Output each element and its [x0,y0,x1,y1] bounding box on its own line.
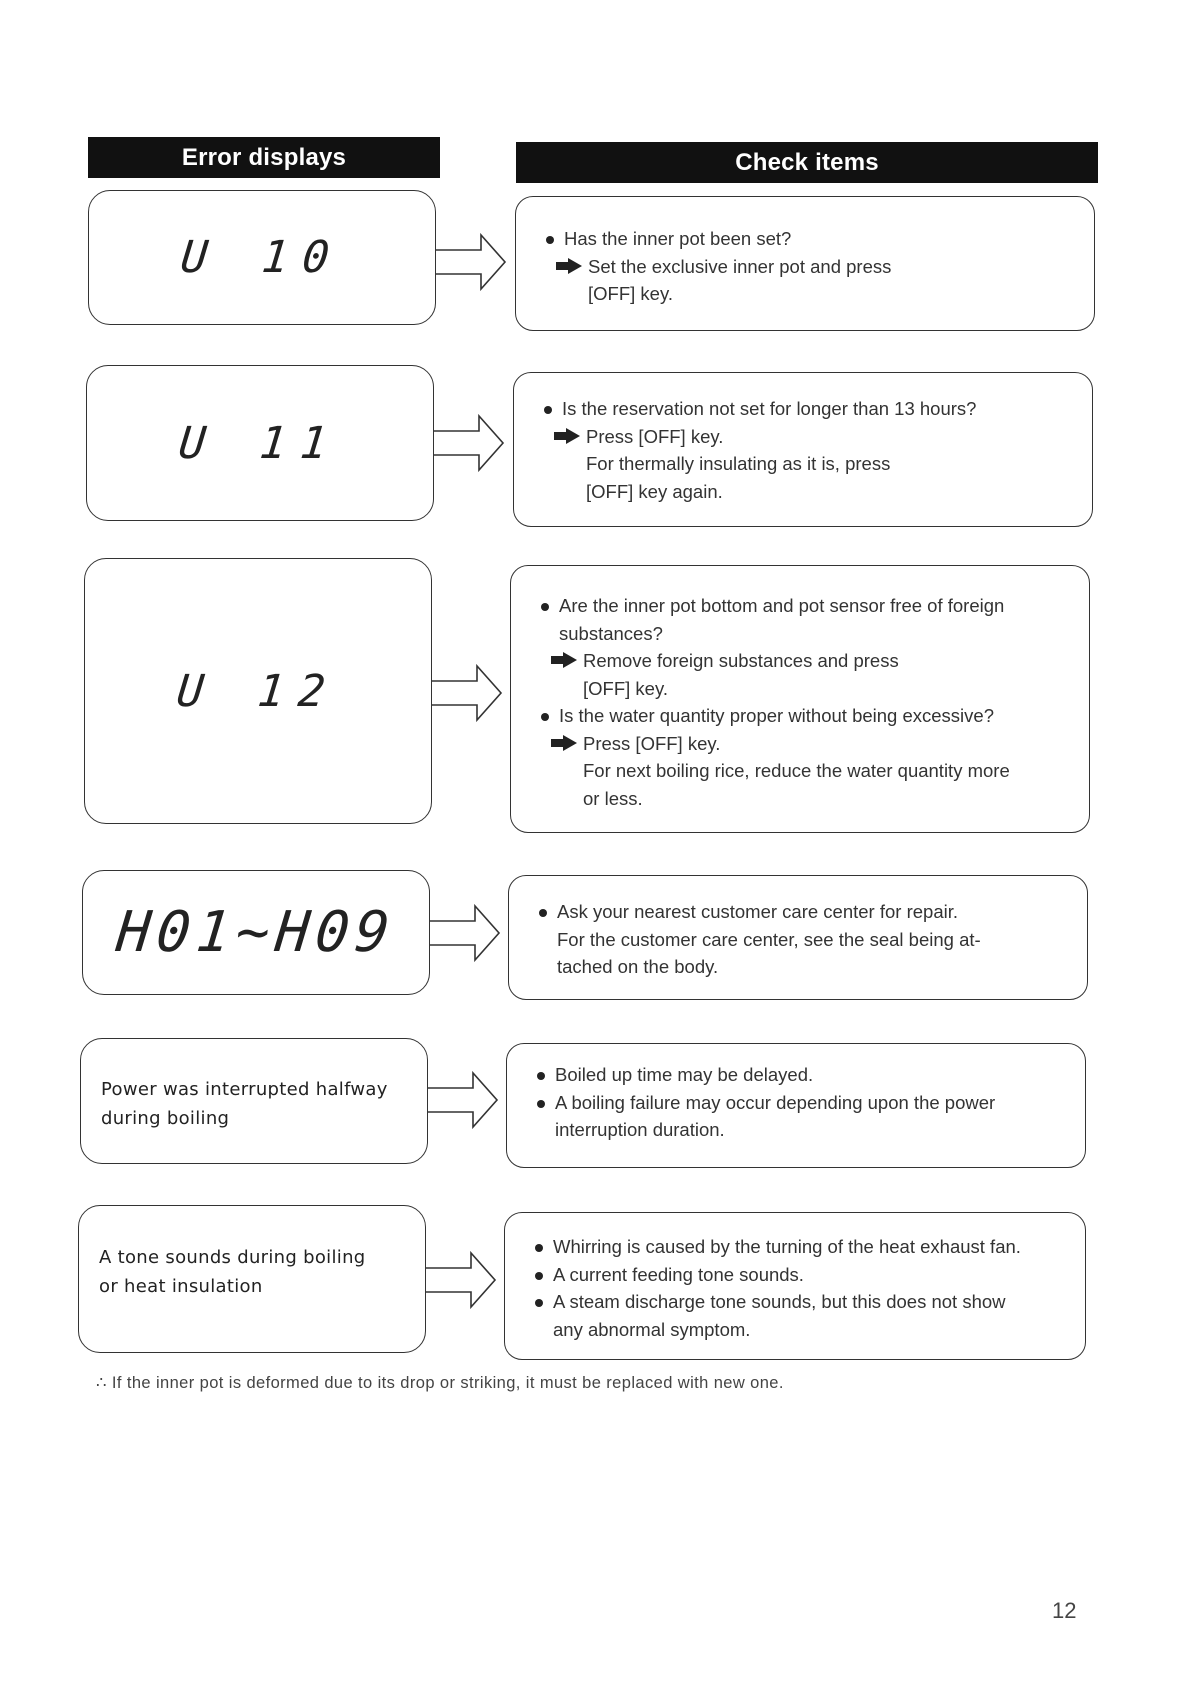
condition-label-line: Power was interrupted halfway [101,1079,388,1100]
arrow-right-icon [425,1070,500,1130]
error-code-display: U 10 [178,232,346,283]
check-item: Boiled up time may be delayed. [535,1061,995,1089]
check-items-box-h01-h09 [508,875,1088,1000]
check-items-box-u10 [515,196,1095,331]
power-interrupted-box [80,1038,428,1164]
arrow-right-icon [433,232,508,292]
check-item: A steam discharge tone sounds, but this does not show [533,1288,1021,1316]
check-item-continuation: [OFF] key again. [586,480,723,502]
condition-label [101,1075,388,1133]
check-item-continuation: interruption duration. [555,1119,725,1140]
check-item: Whirring is caused by the turning of the heat exhaust fan. [533,1233,1021,1261]
check-items-list [533,1233,1021,1343]
action-text: Press [OFF] key. [583,732,721,754]
condition-label [99,1243,366,1301]
check-item: Has the inner pot been set? [544,225,891,253]
check-items-list [544,225,891,308]
check-item-continuation: For thermally insulating as it is, press [586,453,891,474]
check-item-continuation: For the customer care center, see the seal being at- [557,928,981,950]
action-text: Remove foreign substances and press [583,650,899,671]
error-display-box-u11 [86,365,434,521]
action-item [542,423,976,451]
footnote: ∴ If the inner pot is deformed due to its drop or striking, it must be replaced with new one. [96,1374,784,1392]
check-item: A current feeding tone sounds. [533,1261,1021,1289]
condition-label-line: or heat insulation [99,1276,263,1297]
check-item-continuation: For next boiling rice, reduce the water quantity more [583,760,1010,781]
arrow-right-icon [423,1250,498,1310]
tone-sounds-box [78,1205,426,1353]
arrow-right-icon [431,413,506,473]
action-item [539,647,1010,675]
check-item-continuation: tached on the body. [557,956,719,977]
error-display-box-u12 [84,558,432,824]
check-item: Is the water quantity proper without being excessive? [539,702,1010,730]
page-number: 12 [1052,1598,1077,1623]
check-item-continuation: [OFF] key. [583,677,668,699]
action-text: Press [OFF] key. [586,425,724,447]
condition-label-line: during boiling [101,1108,230,1129]
arrow-right-icon [427,903,502,963]
arrow-right-icon [429,663,504,723]
action-text: Set the exclusive inner pot and press [588,255,892,277]
action-item [544,253,891,281]
check-item-continuation: or less. [583,787,643,809]
check-item: A boiling failure may occur depending upon the power [535,1089,995,1117]
check-items-list [539,592,1010,812]
check-items-box-u12 [510,565,1090,833]
arrow-action-icon [554,428,580,444]
arrow-action-icon [551,735,577,751]
check-item: Are the inner pot bottom and pot sensor free of foreign [539,592,1010,620]
check-item: Is the reservation not set for longer than 13 hours? [542,395,976,423]
error-code-display: U 12 [174,665,342,717]
arrow-action-icon [551,652,577,668]
action-item [539,730,1010,758]
check-items-list [535,1061,995,1144]
condition-label-line: A tone sounds during boiling [99,1247,366,1268]
check-item-continuation: [OFF] key. [588,283,673,304]
check-item: Ask your nearest customer care center for repair. [537,898,981,926]
error-display-box-h01-h09 [82,870,430,995]
error-code-display: U 11 [176,417,344,469]
arrow-action-icon [556,258,582,274]
error-displays-header: Error displays [88,137,440,178]
check-items-list [542,395,976,505]
error-display-box-u10 [88,190,436,325]
check-items-box-power [506,1043,1086,1168]
check-items-box-tone [504,1212,1086,1360]
check-item-continuation: substances? [559,622,663,644]
check-items-box-u11 [513,372,1093,527]
check-items-header: Check items [516,142,1098,183]
check-item-continuation: any abnormal symptom. [553,1318,751,1340]
check-items-list [537,898,981,981]
error-code-display: H01~H09 [113,900,399,965]
